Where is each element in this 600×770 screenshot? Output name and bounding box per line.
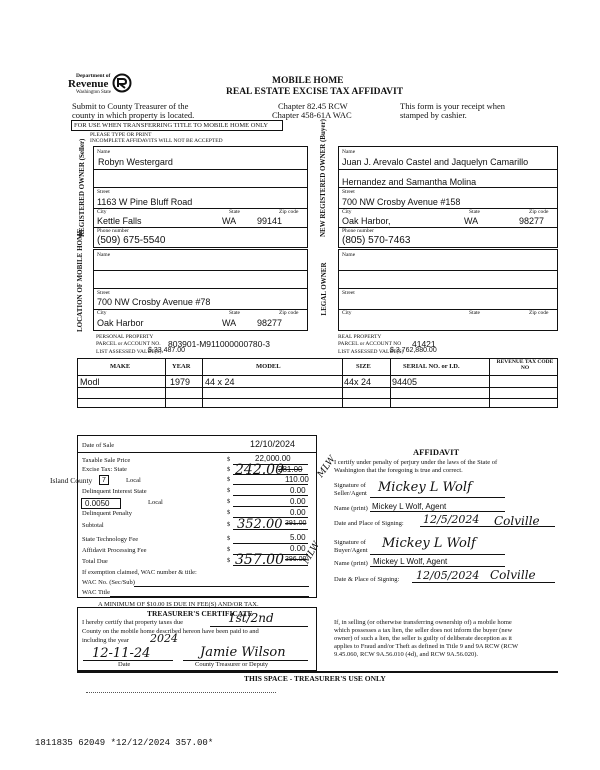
buyer-name-label: Name — [342, 149, 356, 155]
legal-owner-label: LEGAL OWNER — [320, 262, 328, 316]
seller-print-label: Name (print) — [334, 505, 368, 512]
buyer-zip: 98277 — [519, 216, 545, 226]
buyer-zip-label: Zip code — [529, 209, 549, 215]
real-assessed-label: LIST ASSESSED VALUE(S) — [338, 349, 404, 355]
buyer-city-label: City — [342, 209, 352, 215]
location-street-label: Street — [97, 290, 110, 296]
seller-print-name: Mickey L Wolf, Agent — [372, 502, 447, 511]
seller-city-label: City — [97, 209, 107, 215]
local2-value: 0.00 — [290, 497, 306, 506]
treasurer-line-3: including the year — [82, 637, 129, 644]
row-year: 1979 — [170, 377, 191, 387]
wac-no-label: WAC No. (Sec/Sub) — [82, 579, 135, 586]
delinquent-penalty-label: Delinquent Penalty — [82, 510, 133, 517]
dor-logo — [68, 73, 136, 99]
affidavit-text-2: Washington that the foregoing is true and correct. — [334, 467, 463, 474]
processing-fee-label: Affidavit Processing Fee — [82, 547, 147, 554]
notice-line-5: 9.45.060, RCW 9A.56.010 (4d), and RCW 9A.56.020). — [334, 651, 479, 658]
island-county: Island County — [50, 476, 93, 485]
buyer-state: WA — [464, 216, 479, 226]
location-city: Oak Harbor — [97, 318, 144, 328]
treasurer-year-hand: 2024 — [150, 632, 178, 645]
subtotal-struck-value: 391.00 — [285, 520, 307, 527]
excise-struck-value: 281.00 — [278, 465, 303, 474]
tech-fee-label: State Technology Fee — [82, 536, 139, 543]
buyer-phone-label: Phone number — [342, 228, 374, 234]
receipt-line-1: This form is your receipt when — [400, 101, 506, 111]
treasurer-line-2: County on the mobile home described hereon have been paid to and — [82, 628, 259, 635]
buyer-signature: Mickey L Wolf — [382, 536, 476, 551]
local-label: Local — [126, 477, 141, 484]
home-table — [77, 358, 558, 408]
legal-owner-box — [338, 249, 558, 331]
personal-property-title: PERSONAL PROPERTY — [96, 334, 154, 340]
seller-sig-label-1: Signature of — [334, 482, 366, 489]
treasurer-half-hand: 1st/2nd — [228, 611, 274, 625]
seller-date-place-label: Date and Place of Signing: — [334, 520, 404, 527]
minimum-notice: A MINIMUM OF $10.00 IS DUE IN FEE(S) AND/OR TAX. — [98, 601, 259, 608]
buyer-sign-place: Colville — [490, 568, 536, 582]
seller-signature: Mickey L Wolf — [378, 480, 472, 495]
for-use-banner — [71, 120, 283, 131]
location-street: 700 NW Crosby Avenue #78 — [97, 297, 211, 307]
logo-revenue: Revenue — [68, 78, 109, 90]
personal-assessed-label: LIST ASSESSED VALUE(S) — [96, 349, 162, 355]
seller-state: WA — [222, 216, 237, 226]
row-size: 44x 24 — [344, 377, 372, 387]
submit-line-1: Submit to County Treasurer of the — [72, 101, 189, 111]
location-box — [93, 249, 308, 331]
real-assessed: $ 3,762,880.00 — [390, 347, 437, 354]
legal-state-label: State — [469, 310, 480, 316]
treasurer-signature: Jamie Wilson — [200, 645, 286, 660]
notice-line-3: owner) of such a lien, the seller is guilty of deliberate deception as it — [334, 635, 512, 642]
treasurer-county-label: County Treasurer or Deputy — [195, 661, 269, 668]
recording-stamp: 1811835 62049 *12/12/2024 357.00* — [35, 738, 214, 748]
buyer-city: Oak Harbor, — [342, 216, 391, 226]
exemption-label: If exemption claimed, WAC number & title: — [82, 569, 197, 576]
th-year: YEAR — [172, 363, 191, 370]
legal-street-label: Street — [342, 290, 355, 296]
location-zip-label: Zip code — [279, 310, 299, 316]
receipt-line-2: stamped by cashier. — [400, 110, 467, 120]
legal-city-label: City — [342, 310, 352, 316]
buyer-phone: (805) 570-7463 — [342, 235, 411, 246]
th-size: SIZE — [356, 363, 371, 370]
affidavit-text-1: I certify under penalty of perjury under the laws of the State of — [334, 459, 498, 466]
th-revenue-code: REVENUE TAX CODE NO — [496, 359, 554, 371]
location-state-label: State — [229, 310, 240, 316]
buyer-date-place-label: Date & Place of Signing: — [334, 576, 400, 583]
excise-hand-value: 242.00 — [235, 462, 284, 478]
buyer-sig-label-2: Buyer/Agent — [334, 547, 368, 554]
legal-name-label: Name — [342, 252, 356, 258]
affidavit-title: AFFIDAVIT — [413, 447, 460, 457]
rate-box: 0.0050 — [81, 498, 121, 509]
legal-zip-label: Zip code — [529, 310, 549, 316]
real-parcel-label: PARCEL or ACCOUNT NO — [338, 341, 402, 347]
wac-title-label: WAC Title — [82, 589, 110, 596]
buyer-street: 700 NW Crosby Avenue #158 — [342, 197, 461, 207]
real-property-title: REAL PROPERTY — [338, 334, 382, 340]
real-parcel-no: 41421 — [412, 339, 436, 349]
buyer-sig-label-1: Signature of — [334, 539, 366, 546]
buyer-section-label: NEW REGISTERED OWNER (Buyer) — [319, 119, 327, 237]
seller-phone-label: Phone number — [97, 228, 129, 234]
margin-initials-1: MLW — [315, 454, 338, 480]
total-struck-value: 396.00 — [285, 556, 307, 563]
chapter-rcw: Chapter 82.45 RCW — [278, 101, 348, 111]
local-value: 110.00 — [285, 475, 309, 484]
margin-initials-2: MLW — [301, 540, 323, 566]
total-due-label: Total Due — [82, 558, 108, 565]
treasurer-use-only: THIS SPACE - TREASURER'S USE ONLY — [244, 674, 386, 683]
for-use-text: FOR USE WHEN TRANSFERRING TITLE TO MOBILE HOME ONLY — [74, 122, 269, 129]
dotted-rule — [86, 692, 276, 693]
row-serial: 94405 — [392, 377, 418, 387]
seller-name: Robyn Westergard — [98, 157, 173, 167]
logo-dept: Department of — [76, 73, 111, 79]
buyer-name-1: Juan J. Arevalo Castel and Jaquelyn Camarillo — [342, 157, 529, 167]
treasurer-date-hand: 12-11-24 — [92, 646, 151, 661]
seller-sig-label-2: Seller/Agent — [334, 490, 367, 497]
taxable-label: Taxable Sale Price — [82, 457, 131, 464]
personal-parcel-label: PARCEL or ACCOUNT NO. — [96, 341, 161, 347]
seller-city: Kettle Falls — [97, 216, 142, 226]
location-section-label: LOCATION OF MOBILE HOME — [76, 228, 84, 332]
location-name-label: Name — [97, 252, 111, 258]
seller-phone: (509) 675-5540 — [97, 235, 166, 246]
location-zip: 98277 — [257, 318, 283, 328]
seller-box — [93, 146, 308, 248]
tech-fee: 5.00 — [290, 533, 306, 542]
seller-zip-label: Zip code — [279, 209, 299, 215]
location-state: WA — [222, 318, 237, 328]
seller-section-label: REGISTERED OWNER (Seller) — [78, 138, 86, 237]
local2-label: Local — [148, 499, 163, 506]
delinquent-penalty: 0.00 — [290, 508, 306, 517]
treasurer-date-label: Date — [118, 661, 131, 668]
notice-line-4: applies to Fraud and/or Theft as defined in Title 9 and 9A RCW (RCW — [334, 643, 519, 650]
notice-line-1: If, in selling (or otherwise transferring ownership of) a mobile home — [334, 619, 512, 626]
logo-state: Washington State — [76, 90, 112, 95]
buyer-print-label: Name (print) — [334, 560, 368, 567]
incomplete-notice: INCOMPLETE AFFIDAVITS WILL NOT BE ACCEPTED — [90, 138, 223, 144]
revenue-logo-icon — [112, 73, 132, 93]
total-hand-value: 357.00 — [235, 552, 284, 568]
seller-street-label: Street — [97, 189, 110, 195]
th-make: MAKE — [110, 363, 131, 370]
buyer-sign-date: 12/05/2024 — [416, 569, 480, 582]
subtotal-hand-value: 352.00 — [237, 517, 283, 532]
th-serial: SERIAL NO. or I.D. — [403, 363, 460, 370]
delinquent-interest-label: Delinquent Interest State — [82, 488, 147, 495]
excise-label: Excise Tax: State — [82, 466, 127, 473]
personal-parcel-no: 803901-M911000000780-3 — [168, 339, 270, 349]
buyer-print-name: Mickey L Wolf, Agent — [373, 557, 448, 566]
county-code-box: 7 — [99, 475, 109, 485]
treasurer-line-1: I hereby certify that property taxes due — [82, 619, 184, 626]
processing-fee: 0.00 — [290, 544, 306, 553]
chapter-wac: Chapter 458-61A WAC — [272, 110, 352, 120]
buyer-name-2: Hernandez and Samantha Molina — [342, 177, 477, 187]
subtotal-label: Subtotal — [82, 522, 104, 529]
seller-street: 1163 W Pine Bluff Road — [97, 197, 193, 207]
seller-sign-date: 12/5/2024 — [423, 513, 480, 526]
form-title-1: MOBILE HOME — [272, 76, 344, 86]
taxable-price: 22,000.00 — [255, 454, 291, 463]
buyer-street-label: Street — [342, 189, 355, 195]
seller-state-label: State — [229, 209, 240, 215]
seller-name-label: Name — [97, 149, 111, 155]
treasurer-title: TREASURER'S CERTIFICATE — [147, 609, 253, 618]
date-of-sale-label: Date of Sale — [82, 442, 115, 449]
delinquent-interest: 0.00 — [290, 486, 306, 495]
row-make: Modl — [80, 377, 100, 387]
notice-line-2: which possesses a tax lien, the seller does not inform the buyer (new — [334, 627, 513, 634]
type-or-print: PLEASE TYPE OR PRINT — [90, 132, 152, 138]
submit-line-2: county in which property is located. — [72, 110, 195, 120]
buyer-state-label: State — [469, 209, 480, 215]
personal-assessed: $ 33,487.00 — [148, 347, 185, 354]
seller-sign-place: Colville — [494, 514, 540, 528]
date-of-sale: 12/10/2024 — [250, 439, 296, 449]
location-city-label: City — [97, 310, 107, 316]
seller-zip: 99141 — [257, 216, 283, 226]
th-model: MODEL — [256, 363, 281, 370]
buyer-box — [338, 146, 558, 248]
form-title-2: REAL ESTATE EXCISE TAX AFFIDAVIT — [226, 87, 404, 97]
row-model: 44 x 24 — [205, 377, 235, 387]
